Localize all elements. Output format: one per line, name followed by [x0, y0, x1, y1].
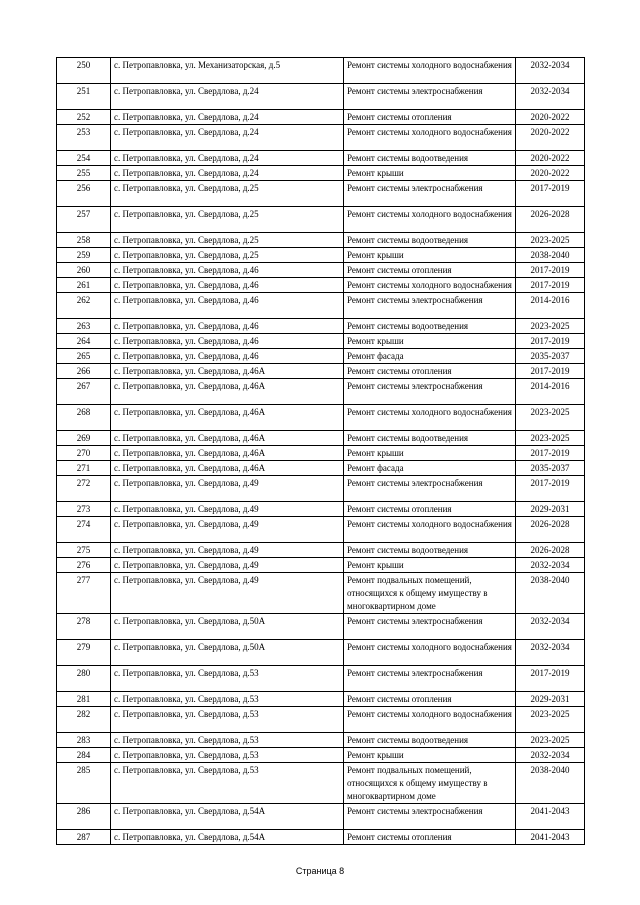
row-period: 2026-2028 — [516, 517, 585, 543]
row-address: с. Петропавловка, ул. Свердлова, д.46 — [111, 293, 344, 319]
row-period: 2023-2025 — [516, 405, 585, 431]
row-address: с. Петропавловка, ул. Свердлова, д.24 — [111, 151, 344, 166]
row-work-type: Ремонт крыши — [344, 748, 516, 763]
table-row — [57, 207, 585, 233]
row-work-type: Ремонт фасада — [344, 349, 516, 364]
row-period: 2032-2034 — [516, 558, 585, 573]
table-row — [57, 748, 585, 763]
row-number: 261 — [57, 278, 111, 293]
row-period: 2032-2034 — [516, 84, 585, 110]
row-work-type: Ремонт системы отопления — [344, 364, 516, 379]
table-row — [57, 319, 585, 334]
row-number: 267 — [57, 379, 111, 405]
row-address: с. Петропавловка, ул. Свердлова, д.46 — [111, 278, 344, 293]
row-number: 264 — [57, 334, 111, 349]
row-period: 2020-2022 — [516, 151, 585, 166]
row-work-type: Ремонт системы холодного водоснабжения — [344, 278, 516, 293]
table-row — [57, 84, 585, 110]
row-address: с. Петропавловка, ул. Свердлова, д.50А — [111, 640, 344, 666]
table-row — [57, 58, 585, 84]
row-work-type: Ремонт крыши — [344, 166, 516, 181]
table-row — [57, 573, 585, 614]
row-number: 280 — [57, 666, 111, 692]
row-period: 2017-2019 — [516, 666, 585, 692]
row-number: 260 — [57, 263, 111, 278]
row-work-type: Ремонт системы отопления — [344, 692, 516, 707]
row-period: 2017-2019 — [516, 334, 585, 349]
row-address: с. Петропавловка, ул. Свердлова, д.46 — [111, 263, 344, 278]
row-number: 271 — [57, 461, 111, 476]
row-work-type: Ремонт системы водоотведения — [344, 319, 516, 334]
row-number: 270 — [57, 446, 111, 461]
row-work-type: Ремонт системы электроснабжения — [344, 804, 516, 830]
table-row — [57, 278, 585, 293]
row-number: 263 — [57, 319, 111, 334]
table-row — [57, 830, 585, 845]
page-number: Страница 8 — [295, 866, 345, 876]
row-work-type: Ремонт системы электроснабжения — [344, 84, 516, 110]
row-number: 256 — [57, 181, 111, 207]
row-period: 2035-2037 — [516, 461, 585, 476]
row-address: с. Петропавловка, ул. Свердлова, д.53 — [111, 707, 344, 733]
table-row — [57, 405, 585, 431]
row-period: 2029-2031 — [516, 692, 585, 707]
row-work-type: Ремонт системы холодного водоснабжения — [344, 405, 516, 431]
row-address: с. Петропавловка, ул. Свердлова, д.49 — [111, 476, 344, 502]
row-work-type: Ремонт крыши — [344, 558, 516, 573]
table-row — [57, 110, 585, 125]
row-address: с. Петропавловка, ул. Свердлова, д.46А — [111, 431, 344, 446]
table-row — [57, 248, 585, 263]
row-work-type: Ремонт подвальных помещений, относящихся к общему имуществу в многоквартирном доме — [344, 763, 516, 804]
row-number: 278 — [57, 614, 111, 640]
row-number: 275 — [57, 543, 111, 558]
table-row — [57, 181, 585, 207]
row-number: 252 — [57, 110, 111, 125]
table-row — [57, 614, 585, 640]
row-period: 2023-2025 — [516, 233, 585, 248]
row-address: с. Петропавловка, ул. Механизаторская, д.5 — [111, 58, 344, 84]
row-address: с. Петропавловка, ул. Свердлова, д.46А — [111, 364, 344, 379]
row-number: 277 — [57, 573, 111, 614]
row-address: с. Петропавловка, ул. Свердлова, д.54А — [111, 804, 344, 830]
row-work-type: Ремонт системы отопления — [344, 502, 516, 517]
row-period: 2017-2019 — [516, 278, 585, 293]
row-work-type: Ремонт системы водоотведения — [344, 733, 516, 748]
table-row — [57, 379, 585, 405]
row-period: 2032-2034 — [516, 58, 585, 84]
table-row — [57, 334, 585, 349]
row-number: 262 — [57, 293, 111, 319]
table-row — [57, 502, 585, 517]
row-period: 2020-2022 — [516, 166, 585, 181]
row-work-type: Ремонт системы электроснабжения — [344, 379, 516, 405]
row-period: 2023-2025 — [516, 707, 585, 733]
row-period: 2029-2031 — [516, 502, 585, 517]
row-number: 258 — [57, 233, 111, 248]
table-body — [57, 58, 585, 845]
row-period: 2023-2025 — [516, 431, 585, 446]
table-row — [57, 151, 585, 166]
row-number: 259 — [57, 248, 111, 263]
table-row — [57, 763, 585, 804]
row-address: с. Петропавловка, ул. Свердлова, д.46 — [111, 319, 344, 334]
row-address: с. Петропавловка, ул. Свердлова, д.50А — [111, 614, 344, 640]
row-work-type: Ремонт крыши — [344, 334, 516, 349]
row-address: с. Петропавловка, ул. Свердлова, д.25 — [111, 181, 344, 207]
row-period: 2017-2019 — [516, 181, 585, 207]
row-number: 281 — [57, 692, 111, 707]
row-work-type: Ремонт системы холодного водоснабжения — [344, 517, 516, 543]
table-row — [57, 692, 585, 707]
table-row — [57, 166, 585, 181]
table-row — [57, 804, 585, 830]
row-work-type: Ремонт системы электроснабжения — [344, 666, 516, 692]
row-period: 2023-2025 — [516, 733, 585, 748]
table-row — [57, 293, 585, 319]
table-row — [57, 476, 585, 502]
row-work-type: Ремонт системы отопления — [344, 110, 516, 125]
row-number: 274 — [57, 517, 111, 543]
row-address: с. Петропавловка, ул. Свердлова, д.53 — [111, 666, 344, 692]
row-number: 272 — [57, 476, 111, 502]
row-number: 255 — [57, 166, 111, 181]
table-row — [57, 517, 585, 543]
row-work-type: Ремонт крыши — [344, 446, 516, 461]
row-number: 283 — [57, 733, 111, 748]
row-period: 2017-2019 — [516, 446, 585, 461]
row-period: 2032-2034 — [516, 640, 585, 666]
row-work-type: Ремонт системы водоотведения — [344, 543, 516, 558]
row-work-type: Ремонт системы электроснабжения — [344, 476, 516, 502]
row-address: с. Петропавловка, ул. Свердлова, д.24 — [111, 84, 344, 110]
row-work-type: Ремонт системы водоотведения — [344, 431, 516, 446]
row-address: с. Петропавловка, ул. Свердлова, д.46А — [111, 405, 344, 431]
row-period: 2032-2034 — [516, 748, 585, 763]
row-period: 2020-2022 — [516, 110, 585, 125]
row-period: 2035-2037 — [516, 349, 585, 364]
table-row — [57, 461, 585, 476]
row-number: 276 — [57, 558, 111, 573]
row-period: 2017-2019 — [516, 263, 585, 278]
table-row — [57, 349, 585, 364]
table-row — [57, 431, 585, 446]
row-address: с. Петропавловка, ул. Свердлова, д.46А — [111, 446, 344, 461]
table-row — [57, 263, 585, 278]
row-number: 268 — [57, 405, 111, 431]
table-row — [57, 707, 585, 733]
row-number: 257 — [57, 207, 111, 233]
row-address: с. Петропавловка, ул. Свердлова, д.53 — [111, 748, 344, 763]
row-work-type: Ремонт системы холодного водоснабжения — [344, 207, 516, 233]
row-period: 2014-2016 — [516, 379, 585, 405]
table-row — [57, 125, 585, 151]
row-work-type: Ремонт системы холодного водоснабжения — [344, 58, 516, 84]
row-number: 279 — [57, 640, 111, 666]
row-period: 2038-2040 — [516, 763, 585, 804]
table-row — [57, 543, 585, 558]
row-address: с. Петропавловка, ул. Свердлова, д.46А — [111, 379, 344, 405]
row-number: 254 — [57, 151, 111, 166]
row-work-type: Ремонт системы электроснабжения — [344, 614, 516, 640]
row-period: 2020-2022 — [516, 125, 585, 151]
row-work-type: Ремонт системы холодного водоснабжения — [344, 125, 516, 151]
row-address: с. Петропавловка, ул. Свердлова, д.49 — [111, 502, 344, 517]
row-address: с. Петропавловка, ул. Свердлова, д.24 — [111, 125, 344, 151]
row-number: 250 — [57, 58, 111, 84]
table-row — [57, 558, 585, 573]
row-address: с. Петропавловка, ул. Свердлова, д.25 — [111, 207, 344, 233]
row-work-type: Ремонт системы холодного водоснабжения — [344, 640, 516, 666]
row-address: с. Петропавловка, ул. Свердлова, д.46 — [111, 349, 344, 364]
row-address: с. Петропавловка, ул. Свердлова, д.49 — [111, 573, 344, 614]
row-work-type: Ремонт системы холодного водоснабжения — [344, 707, 516, 733]
row-work-type: Ремонт системы отопления — [344, 263, 516, 278]
row-address: с. Петропавловка, ул. Свердлова, д.24 — [111, 166, 344, 181]
row-number: 266 — [57, 364, 111, 379]
row-number: 265 — [57, 349, 111, 364]
row-number: 253 — [57, 125, 111, 151]
row-work-type: Ремонт системы водоотведения — [344, 151, 516, 166]
row-number: 284 — [57, 748, 111, 763]
row-address: с. Петропавловка, ул. Свердлова, д.24 — [111, 110, 344, 125]
row-number: 269 — [57, 431, 111, 446]
row-work-type: Ремонт крыши — [344, 248, 516, 263]
table-row — [57, 233, 585, 248]
row-number: 285 — [57, 763, 111, 804]
row-address: с. Петропавловка, ул. Свердлова, д.53 — [111, 763, 344, 804]
table-row — [57, 733, 585, 748]
row-number: 287 — [57, 830, 111, 845]
row-address: с. Петропавловка, ул. Свердлова, д.49 — [111, 543, 344, 558]
row-period: 2032-2034 — [516, 614, 585, 640]
row-work-type: Ремонт системы отопления — [344, 830, 516, 845]
row-period: 2038-2040 — [516, 573, 585, 614]
row-number: 286 — [57, 804, 111, 830]
row-work-type: Ремонт системы водоотведения — [344, 233, 516, 248]
row-address: с. Петропавловка, ул. Свердлова, д.53 — [111, 733, 344, 748]
row-work-type: Ремонт подвальных помещений, относящихся к общему имуществу в многоквартирном доме — [344, 573, 516, 614]
row-work-type: Ремонт системы электроснабжения — [344, 293, 516, 319]
row-period: 2026-2028 — [516, 207, 585, 233]
table-row — [57, 446, 585, 461]
row-period: 2038-2040 — [516, 248, 585, 263]
row-number: 273 — [57, 502, 111, 517]
row-period: 2014-2016 — [516, 293, 585, 319]
row-period: 2041-2043 — [516, 804, 585, 830]
row-period: 2026-2028 — [516, 543, 585, 558]
row-number: 251 — [57, 84, 111, 110]
row-period: 2041-2043 — [516, 830, 585, 845]
row-address: с. Петропавловка, ул. Свердлова, д.53 — [111, 692, 344, 707]
table-row — [57, 640, 585, 666]
row-number: 282 — [57, 707, 111, 733]
row-period: 2017-2019 — [516, 364, 585, 379]
row-address: с. Петропавловка, ул. Свердлова, д.25 — [111, 248, 344, 263]
row-address: с. Петропавловка, ул. Свердлова, д.46 — [111, 334, 344, 349]
row-address: с. Петропавловка, ул. Свердлова, д.49 — [111, 517, 344, 543]
table-row — [57, 666, 585, 692]
row-address: с. Петропавловка, ул. Свердлова, д.54А — [111, 830, 344, 845]
row-work-type: Ремонт системы электроснабжения — [344, 181, 516, 207]
row-work-type: Ремонт фасада — [344, 461, 516, 476]
row-address: с. Петропавловка, ул. Свердлова, д.46А — [111, 461, 344, 476]
row-address: с. Петропавловка, ул. Свердлова, д.25 — [111, 233, 344, 248]
row-period: 2017-2019 — [516, 476, 585, 502]
row-address: с. Петропавловка, ул. Свердлова, д.49 — [111, 558, 344, 573]
table-row — [57, 364, 585, 379]
repair-schedule-table — [56, 57, 585, 845]
row-period: 2023-2025 — [516, 319, 585, 334]
